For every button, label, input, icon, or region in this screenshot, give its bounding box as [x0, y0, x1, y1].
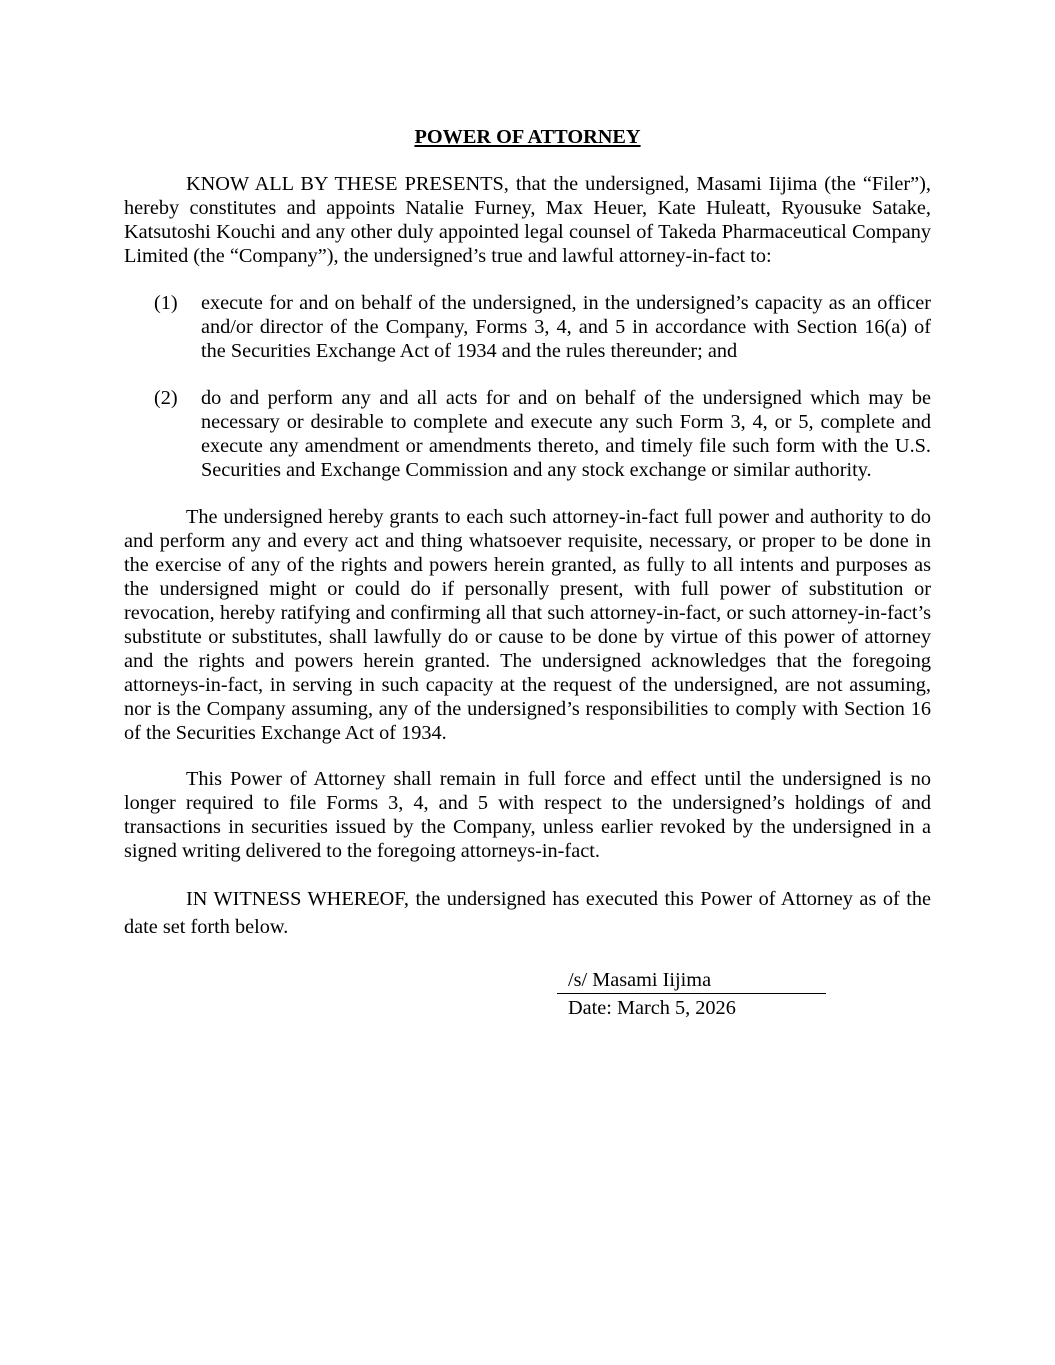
text-line: necessary or desirable to complete and execute any such Form 3, 4, or 5, complete and: [201, 411, 931, 433]
text-line: do and perform any and all acts for and on behalf of the undersigned which may be: [201, 387, 931, 409]
list-item: [201, 291, 931, 363]
list-item: [201, 386, 931, 482]
text-line: This Power of Attorney shall remain in full force and effect until the undersigned is no: [186, 768, 931, 790]
signature-line: [557, 993, 826, 994]
text-line: and perform any and every act and thing whatsoever requisite, necessary, or proper to be done in: [124, 530, 931, 552]
text-line: hereby constitutes and appoints Natalie Furney, Max Heuer, Kate Huleatt, Ryousuke Satake,: [124, 197, 931, 219]
text-line: execute any amendment or amendments thereto, and timely file such form with the U.S.: [201, 435, 931, 457]
grant-paragraph: [124, 505, 931, 745]
text-line: execute for and on behalf of the undersigned, in the undersigned’s capacity as an officer: [201, 292, 931, 314]
intro-paragraph: [124, 172, 931, 268]
signature-name: /s/ Masami Iijima: [568, 969, 712, 991]
signature-date: Date: March 5, 2026: [568, 997, 736, 1019]
text-line: substitute or substitutes, shall lawfully do or cause to be done by virtue of this power of attorney: [124, 626, 931, 648]
item-number: (1): [154, 292, 178, 314]
document-title: POWER OF ATTORNEY: [414, 126, 641, 148]
text-line: transactions in securities issued by the Company, unless earlier revoked by the undersigned in a: [124, 816, 931, 838]
text-line: and the rights and powers herein granted. The undersigned acknowledges that the foregoing: [124, 650, 931, 672]
witness-paragraph: [124, 885, 931, 941]
text-line: attorneys-in-fact, in serving in such capacity at the request of the undersigned, are not assuming,: [124, 674, 931, 696]
text-line: the undersigned might or could do if personally present, with full power of substitution or: [124, 578, 931, 600]
text-line: date set forth below.: [124, 916, 289, 938]
text-line: and/or director of the Company, Forms 3, 4, and 5 in accordance with Section 16(a) of: [201, 316, 931, 338]
text-line: the exercise of any of the rights and powers herein granted, as fully to all intents and purposes as: [124, 554, 931, 576]
text-line: Limited (the “Company”), the undersigned’s true and lawful attorney-in-fact to:: [124, 245, 772, 267]
text-line: Katsutoshi Kouchi and any other duly appointed legal counsel of Takeda Pharmaceutical Company: [124, 221, 931, 243]
text-line: Securities and Exchange Commission and any stock exchange or similar authority.: [201, 459, 872, 481]
item-number: (2): [154, 387, 178, 409]
text-line: of the Securities Exchange Act of 1934.: [124, 722, 447, 744]
text-line: IN WITNESS WHEREOF, the undersigned has executed this Power of Attorney as of the: [186, 888, 931, 910]
text-line: revocation, hereby ratifying and confirming all that such attorney-in-fact, or such attorney-in-fact’s: [124, 602, 931, 624]
text-line: The undersigned hereby grants to each such attorney-in-fact full power and authority to do: [186, 506, 931, 528]
text-line: the Securities Exchange Act of 1934 and the rules thereunder; and: [201, 340, 738, 362]
duration-paragraph: [124, 767, 931, 863]
text-line: nor is the Company assuming, any of the undersigned’s responsibilities to comply with Section 16: [124, 698, 931, 720]
text-line: signed writing delivered to the foregoing attorneys-in-fact.: [124, 840, 600, 862]
text-line: KNOW ALL BY THESE PRESENTS, that the undersigned, Masami Iijima (the “Filer”),: [186, 173, 931, 195]
text-line: longer required to file Forms 3, 4, and 5 with respect to the undersigned’s holdings of and: [124, 792, 931, 814]
